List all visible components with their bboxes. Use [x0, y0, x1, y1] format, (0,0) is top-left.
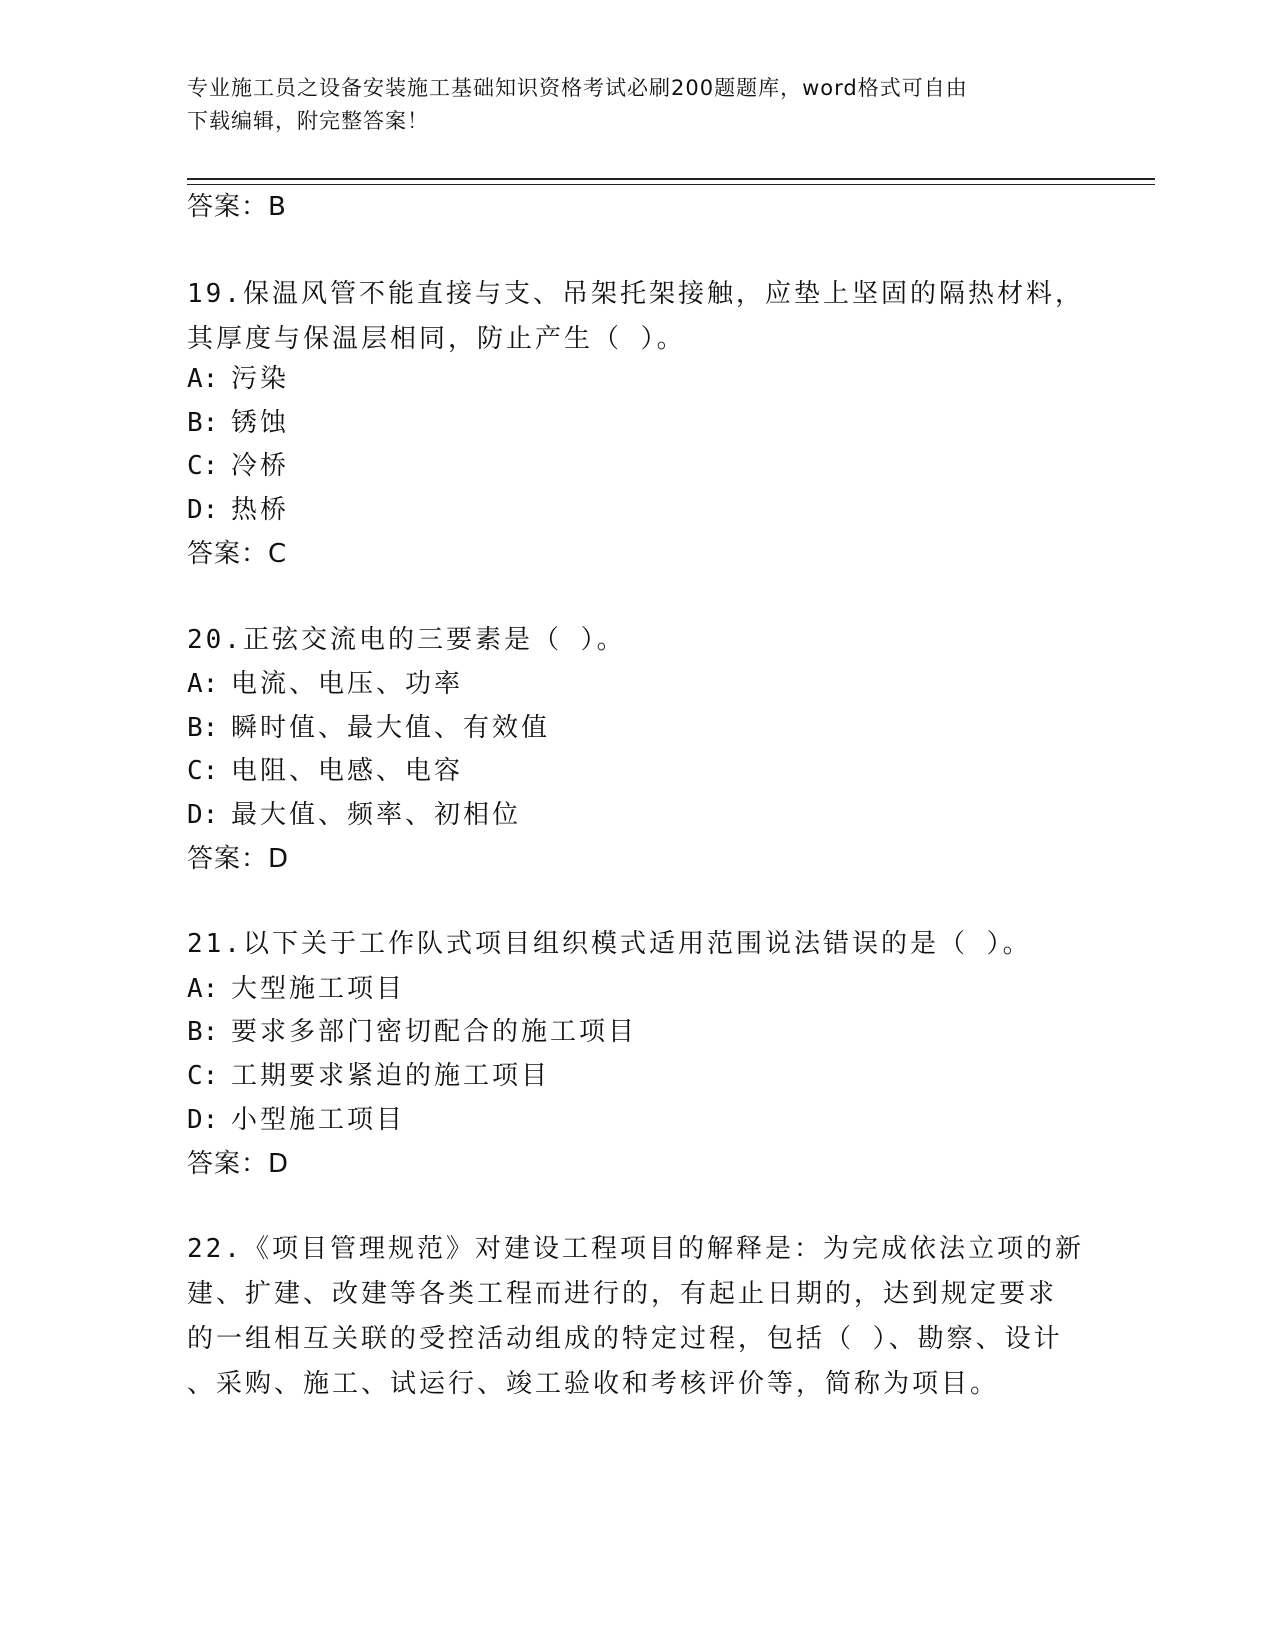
question-19-option-c	[187, 449, 289, 483]
document-header	[187, 72, 1067, 138]
question-19-option-a	[187, 362, 289, 396]
question-20-option-d	[187, 798, 521, 832]
question-line: 其厚度与保温层相同，防止产生（ ）。	[187, 324, 686, 354]
question-21-answer: 答案：D	[187, 1149, 290, 1179]
header-line-1: 专业施工员之设备安装施工基础知识资格考试必刷200题题库，word格式可自由	[187, 76, 968, 100]
option-text: 污染	[231, 364, 290, 394]
option-label: A:	[187, 974, 219, 1004]
header-rule-thick	[187, 178, 1155, 180]
option-text: 要求多部门密切配合的施工项目	[231, 1017, 638, 1047]
question-19-option-b	[187, 406, 289, 440]
question-21-option-a	[187, 972, 405, 1006]
option-text: 瞬时值、最大值、有效值	[231, 713, 551, 743]
option-label: B:	[187, 1017, 219, 1047]
header-line-2: 下载编辑，附完整答案！	[187, 109, 429, 133]
header-rule-thin	[187, 184, 1155, 185]
question-22-text	[187, 1227, 1087, 1407]
question-line: 建、扩建、改建等各类工程而进行的，有起止日期的，达到规定要求	[187, 1279, 1058, 1309]
question-21-option-b	[187, 1015, 637, 1049]
option-text: 最大值、频率、初相位	[231, 800, 522, 830]
option-label: B:	[187, 713, 219, 743]
question-19-option-d	[187, 493, 289, 527]
option-label: D:	[187, 495, 219, 525]
option-label: D:	[187, 1105, 219, 1135]
question-21-option-c	[187, 1059, 550, 1093]
option-label: C:	[187, 1061, 219, 1091]
question-line: 的一组相互关联的受控活动组成的特定过程，包括（ ）、勘察、设计	[187, 1324, 1063, 1354]
option-label: B:	[187, 408, 219, 438]
question-20-option-a	[187, 667, 463, 701]
option-text: 热桥	[231, 495, 290, 525]
option-text: 锈蚀	[231, 408, 290, 438]
question-20-answer: 答案：D	[187, 844, 290, 874]
question-20-option-c	[187, 754, 463, 788]
question-line: 19.保温风管不能直接与支、吊架托架接触，应垫上坚固的隔热材料，	[187, 279, 1084, 309]
question-21-text	[187, 922, 1087, 967]
question-19-answer: 答案：C	[187, 539, 288, 569]
option-label: C:	[187, 756, 219, 786]
option-label: A:	[187, 364, 219, 394]
option-text: 小型施工项目	[231, 1105, 406, 1135]
question-21-option-d	[187, 1103, 405, 1137]
option-label: D:	[187, 800, 219, 830]
question-line: 20.正弦交流电的三要素是（ ）。	[187, 625, 626, 655]
option-text: 电阻、电感、电容	[231, 756, 464, 786]
option-text: 大型施工项目	[231, 974, 406, 1004]
question-19-text	[187, 272, 1087, 362]
option-label: C:	[187, 451, 219, 481]
option-text: 工期要求紧迫的施工项目	[231, 1061, 551, 1091]
question-20-option-b	[187, 711, 550, 745]
question-line: 21.以下关于工作队式项目组织模式适用范围说法错误的是（ ）。	[187, 929, 1032, 959]
question-line: 、采购、施工、试运行、竣工验收和考核评价等，简称为项目。	[187, 1369, 1000, 1399]
question-20-text	[187, 618, 1087, 663]
option-text: 电流、电压、功率	[231, 669, 464, 699]
question-line: 22.《项目管理规范》对建设工程项目的解释是：为完成依法立项的新	[187, 1234, 1084, 1264]
option-text: 冷桥	[231, 451, 290, 481]
option-label: A:	[187, 669, 219, 699]
answer-line: 答案：B	[187, 192, 287, 222]
